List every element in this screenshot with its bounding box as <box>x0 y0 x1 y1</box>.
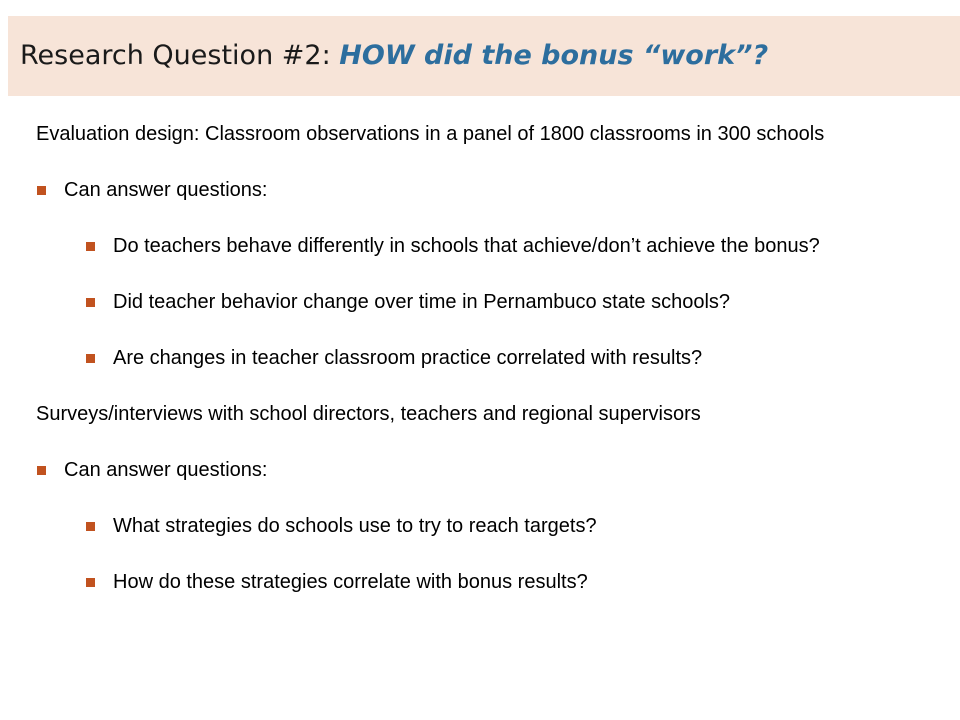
subbullet-strategies-correlate <box>36 568 946 597</box>
square-bullet-icon <box>86 242 95 251</box>
subbullet-strategies-targets <box>36 512 946 541</box>
subbullet-text: What strategies do schools use to try to reach targets? <box>113 515 597 537</box>
subbullet-text: Do teachers behave differently in schools that achieve/don’t achieve the bonus? <box>113 235 820 257</box>
subbullet-text: Did teacher behavior change over time in Pernambuco state schools? <box>113 291 731 313</box>
bullet-text: Can answer questions: <box>64 179 268 201</box>
slide-body <box>36 120 946 624</box>
slide-title <box>20 40 768 72</box>
subbullet-practice-correlated <box>36 344 946 373</box>
bullet-can-answer-questions-1 <box>36 176 946 205</box>
square-bullet-icon <box>37 186 46 195</box>
slide-title-colon: : <box>321 40 331 71</box>
bullet-can-answer-questions-2 <box>36 456 946 485</box>
square-bullet-icon <box>86 354 95 363</box>
section-heading-surveys: Surveys/interviews with school directors, teachers and regional supervisors <box>36 403 701 425</box>
slide-title-prefix: Research Question #2 <box>20 40 322 71</box>
subbullet-behave-differently <box>36 232 946 261</box>
subbullet-text: Are changes in teacher classroom practice correlated with results? <box>113 347 703 369</box>
square-bullet-icon <box>86 298 95 307</box>
slide-title-emphasis: HOW did the bonus “work”? <box>339 40 769 71</box>
subbullet-behavior-change <box>36 288 946 317</box>
section-heading-evaluation-design: Evaluation design: Classroom observations in a panel of 1800 classrooms in 300 schools <box>36 123 825 145</box>
square-bullet-icon <box>86 522 95 531</box>
subbullet-text: How do these strategies correlate with bonus results? <box>113 571 588 593</box>
square-bullet-icon <box>37 466 46 475</box>
bullet-text: Can answer questions: <box>64 459 268 481</box>
square-bullet-icon <box>86 578 95 587</box>
title-band <box>8 16 960 96</box>
